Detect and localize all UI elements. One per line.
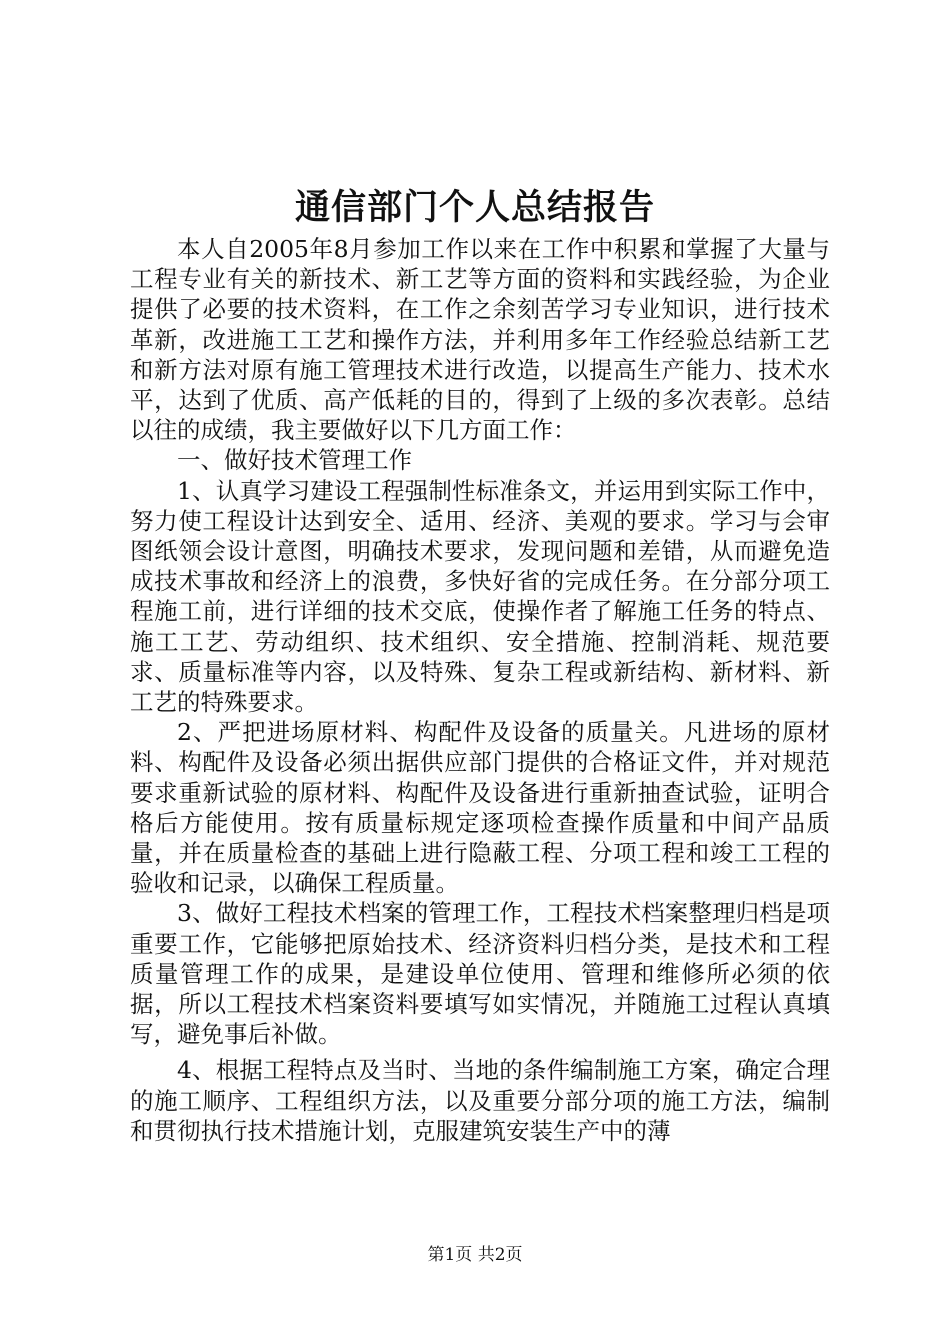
paragraph-intro: 本人自2005年8月参加工作以来在工作中积累和掌握了大量与工程专业有关的新技术、新工艺等方面的资料和实践经验，为企业提供了必要的技术资料，在工作之余刻苦学习专业知识，进行技术革新，改进施工工艺和操作方法，并利用多年工作经验总结新工艺和新方法对原有施工管理技术进行改造，以提高生产能力、技术水平，达到了优质、高产低耗的目的，得到了上级的多次表彰。总结以往的成绩，我主要做好以下几方面工作： [130,235,830,445]
document-title: 通信部门个人总结报告 [294,187,655,228]
paragraph-item-2: 2、严把进场原材料、构配件及设备的质量关。凡进场的原材料、构配件及设备必须出据供应部门提供的合格证文件，并对规范要求重新试验的原材料、构配件及设备进行重新抽查试验，证明合格后方能使用。按有质量标规定逐项检查操作质量和中间产品质量，并在质量检查的基础上进行隐蔽工程、分项工程和竣工工程的验收和记录，以确保工程质量。 [130,718,830,898]
paragraph-item-4: 4、根据工程特点及当时、当地的条件编制施工方案，确定合理的施工顺序、工程组织方法，以及重要分部分项的施工方法，编制和贯彻执行技术措施计划，克服建筑安装生产中的薄 [130,1056,830,1145]
paragraph-item-3: 3、做好工程技术档案的管理工作，工程技术档案整理归档是项重要工作，它能够把原始技术、经济资料归档分类，是技术和工程质量管理工作的成果，是建设单位使用、管理和维修所必须的依据，所以工程技术档案资料要填写如实情况，并随施工过程认真填写，避免事后补做。 [130,899,830,1049]
document-body [130,234,830,1146]
section-heading: 一、做好技术管理工作 [177,446,412,475]
paragraph-item-1: 1、认真学习建设工程强制性标准条文，并运用到实际工作中，努力使工程设计达到安全、适用、经济、美观的要求。学习与会审图纸领会设计意图，明确技术要求，发现问题和差错，从而避免造成技术事故和经济上的浪费，多快好省的完成任务。在分部分项工程施工前，进行详细的技术交底，使操作者了解施工任务的特点、施工工艺、劳动组织、技术组织、安全措施、控制消耗、规范要求、质量标准等内容，以及特殊、复杂工程或新结构、新材料、新工艺的特殊要求。 [130,476,830,717]
page-footer: 第1页 共2页 [427,1245,523,1265]
